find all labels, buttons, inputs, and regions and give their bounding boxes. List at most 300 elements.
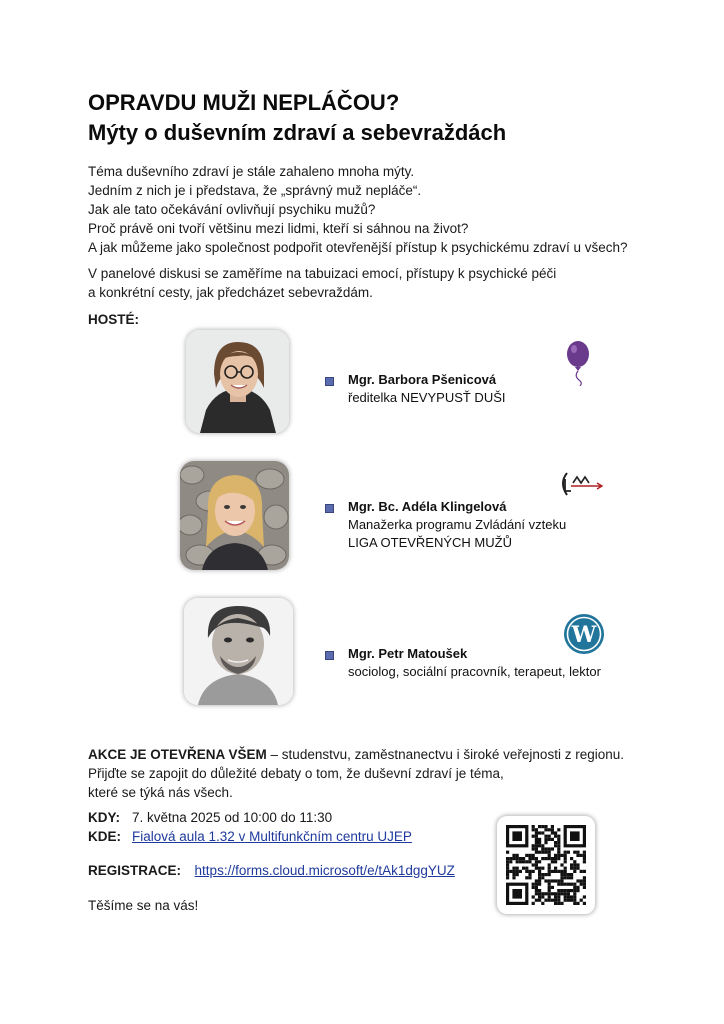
qr-module [525,854,528,857]
qr-module [551,879,554,882]
qr-module [564,889,567,892]
qr-module [532,857,535,860]
qr-module [544,825,547,828]
qr-module [522,857,525,860]
qr-module [554,895,557,898]
qr-module [532,886,535,889]
qr-module [583,879,586,882]
qr-module [525,860,528,863]
qr-module [554,892,557,895]
panel-line: a konkrétní cesty, jak předcházet sebevraždám. [88,285,373,300]
qr-module [576,886,579,889]
qr-module [551,857,554,860]
qr-module [557,847,560,850]
open-line-1 [88,745,624,764]
qr-module [509,860,512,863]
qr-module [538,844,541,847]
qr-module [525,867,528,870]
qr-module [583,870,586,873]
guest-bullet [325,651,334,660]
registration-label: REGISTRACE: [88,863,182,878]
qr-module [554,902,557,905]
qr-module [573,902,576,905]
qr-module [525,870,528,873]
qr-module [535,841,538,844]
qr-module [567,895,570,898]
qr-module [573,870,576,873]
qr-module [557,870,560,873]
qr-module [532,847,535,850]
qr-module [564,899,567,902]
open-line-3: které se týká nás všech. [88,785,233,800]
intro-paragraph [88,162,628,257]
qr-module [541,851,544,854]
qr-module [583,851,586,854]
qr-module [541,876,544,879]
qr-module [548,854,551,857]
qr-module [548,886,551,889]
intro-line: Jak ale tato očekávání ovlivňují psychiku mužů? [88,202,376,217]
qr-module [544,873,547,876]
qr-module [583,902,586,905]
guest-role: sociolog, sociální pracovník, terapeut, lektor [348,664,601,679]
qr-module [573,889,576,892]
when-row [88,808,412,827]
qr-module [544,847,547,850]
qr-module [554,860,557,863]
guest-photo-2 [180,461,289,570]
qr-module [538,851,541,854]
qr-module [570,863,573,866]
qr-module [535,844,538,847]
qr-module [564,857,567,860]
qr-module [535,879,538,882]
qr-module [557,895,560,898]
qr-module [554,841,557,844]
qr-module [551,847,554,850]
qr-module [528,870,531,873]
qr-module [535,831,538,834]
qr-module [506,863,509,866]
registration-row [88,861,455,880]
qr-module [560,870,563,873]
qr-module [538,879,541,882]
qr-module [532,854,535,857]
qr-module [535,851,538,854]
guest-organization: LIGA OTEVŘENÝCH MUŽŮ [348,535,512,550]
qr-module [535,863,538,866]
qr-module [538,838,541,841]
qr-module [583,886,586,889]
closing-text: Těšíme se na vás! [88,898,199,913]
qr-module [570,899,573,902]
qr-module [535,899,538,902]
qr-module [573,860,576,863]
lom-logo [557,471,605,502]
qr-module [538,831,541,834]
qr-module [541,857,544,860]
qr-module [541,844,544,847]
guest-photo-3 [184,598,293,705]
qr-module [551,870,554,873]
qr-module [512,857,515,860]
qr-module [557,828,560,831]
qr-module [548,883,551,886]
qr-module [551,838,554,841]
guest-role: ředitelka NEVYPUSŤ DUŠI [348,390,506,405]
qr-module [532,902,535,905]
qr-module [567,873,570,876]
qr-module [567,883,570,886]
svg-text:W: W [571,622,597,648]
guest-role: Manažerka programu Zvládání vzteku [348,517,567,532]
qr-module [532,828,535,831]
qr-module [573,883,576,886]
qr-module [560,863,563,866]
qr-module [548,867,551,870]
qr-module [576,854,579,857]
qr-module [516,854,519,857]
where-link[interactable]: Fialová aula 1.32 v Multifunkčním centru UJEP [132,829,412,844]
qr-module [528,857,531,860]
qr-module [570,895,573,898]
where-row [88,827,412,846]
qr-module [512,831,522,841]
qr-module [538,889,541,892]
intro-line: Jedním z nich je i představa, že „správný muž nepláče“. [88,183,422,198]
qr-module [512,889,522,899]
qr-module [538,873,541,876]
qr-module [580,879,583,882]
qr-module [548,857,551,860]
qr-module [554,854,557,857]
qr-module [541,902,544,905]
page-title [88,88,506,148]
qr-module [576,889,579,892]
title-line-2: Mýty o duševním zdraví a sebevraždách [88,120,507,145]
qr-module [573,851,576,854]
qr-module [570,857,573,860]
qr-module [548,847,551,850]
qr-module [548,835,551,838]
qr-module [564,876,567,879]
qr-module [548,889,551,892]
qr-module [560,889,563,892]
qr-module [516,860,519,863]
qr-module [544,851,547,854]
guest-name: Mgr. Petr Matoušek [348,646,468,661]
qr-module [573,867,576,870]
qr-module [564,860,567,863]
qr-module [557,835,560,838]
qr-module [564,867,567,870]
qr-module [506,857,509,860]
guest-bullet [325,377,334,386]
qr-module [557,854,560,857]
qr-module [551,899,554,902]
registration-link[interactable]: https://forms.cloud.microsoft/e/tAk1dggYUZ [194,863,455,878]
qr-module [535,860,538,863]
qr-module [564,851,567,854]
qr-module [535,867,538,870]
qr-module [516,857,519,860]
qr-module [573,895,576,898]
qr-module [580,883,583,886]
qr-module [557,844,560,847]
qr-module [525,876,528,879]
qr-module [570,831,580,841]
qr-module [535,892,538,895]
qr-module [538,899,541,902]
qr-module [506,867,509,870]
qr-module [576,879,579,882]
qr-module [512,854,515,857]
qr-module [551,831,554,834]
qr-module [541,895,544,898]
qr-module [564,870,567,873]
qr-module [509,857,512,860]
qr-module [516,867,519,870]
qr-module [551,825,554,828]
qr-module [538,876,541,879]
qr-module [532,835,535,838]
qr-module [554,831,557,834]
qr-module [576,851,579,854]
qr-module [567,851,570,854]
qr-module [548,828,551,831]
qr-module [583,860,586,863]
qr-module [535,883,538,886]
qr-module [560,854,563,857]
qr-module [583,895,586,898]
qr-module [538,860,541,863]
balloon-icon [565,340,593,391]
open-bold: AKCE JE OTEVŘENA VŠEM [88,747,267,762]
qr-module [544,857,547,860]
qr-module [522,867,525,870]
qr-module [544,841,547,844]
qr-module [544,899,547,902]
qr-module [538,825,541,828]
qr-module [528,854,531,857]
when-label: KDY: [88,810,120,825]
qr-module [535,857,538,860]
qr-module [516,873,519,876]
intro-line: Proč právě oni tvoří většinu mezi lidmi, kteří si sáhnou na život? [88,221,469,236]
qr-module [506,860,509,863]
qr-module [560,876,563,879]
qr-module [548,863,551,866]
qr-module [541,873,544,876]
qr-module [573,899,576,902]
qr-module [557,851,560,854]
guest-photo-1 [186,330,289,433]
qr-module [538,841,541,844]
qr-module [564,873,567,876]
qr-module [576,867,579,870]
title-line-1: OPRAVDU MUŽI NEPLÁČOU? [88,90,400,115]
qr-module [573,863,576,866]
qr-module [560,873,563,876]
qr-module [580,899,583,902]
qr-module [557,857,560,860]
qr-module [532,895,535,898]
qr-module [516,870,519,873]
qr-module [564,854,567,857]
panel-paragraph [88,264,556,302]
qr-module [580,870,583,873]
qr-module [551,892,554,895]
intro-line: Téma duševního zdraví je stále zahaleno mnoha mýty. [88,164,415,179]
qr-module [570,867,573,870]
qr-module [548,879,551,882]
qr-module [535,886,538,889]
qr-module [532,825,535,828]
qr-module [535,835,538,838]
qr-module [538,883,541,886]
qr-module [560,879,563,882]
qr-module [570,873,573,876]
qr-module [560,902,563,905]
qr-module [519,870,522,873]
qr-module [544,828,547,831]
qr-module [544,838,547,841]
panel-line: V panelové diskusi se zaměříme na tabuizaci emocí, přístupy k psychické péči [88,266,557,281]
qr-module [554,899,557,902]
qr-module [583,883,586,886]
qr-module [567,899,570,902]
guest-name: Mgr. Barbora Pšenicová [348,372,497,387]
qr-module [544,892,547,895]
qr-module [557,892,560,895]
qr-module [535,838,538,841]
qr-module [557,841,560,844]
wordpress-icon [563,613,605,660]
guest-bullet [325,504,334,513]
qr-module [564,883,567,886]
qr-module [535,889,538,892]
qr-module [576,902,579,905]
qr-module [557,879,560,882]
qr-module [583,857,586,860]
qr-module [573,886,576,889]
qr-module [538,892,541,895]
qr-module [532,844,535,847]
where-label: KDE: [88,829,121,844]
qr-module [560,892,563,895]
qr-module [557,889,560,892]
open-paragraph [88,745,624,802]
qr-module [554,879,557,882]
intro-line: A jak můžeme jako společnost podpořit otevřenější přístup k psychickému zdraví u všech? [88,240,628,255]
qr-module [512,870,515,873]
qr-module [538,870,541,873]
qr-module [541,825,544,828]
qr-module [564,895,567,898]
qr-module [554,870,557,873]
qr-module [528,860,531,863]
qr-module [532,863,535,866]
qr-module [512,873,515,876]
qr-module [570,876,573,879]
qr-module [535,828,538,831]
open-line-2: Přijďte se zapojit do důležité debaty o tom, že duševní zdraví je téma, [88,766,504,781]
qr-module [554,857,557,860]
qr-module [567,892,570,895]
when-value: 7. května 2025 od 10:00 do 11:30 [132,810,333,825]
qr-module [528,876,531,879]
qr-module [512,867,515,870]
qr-module [560,883,563,886]
qr-module [522,860,525,863]
qr-module [528,873,531,876]
qr-module [541,867,544,870]
qr-module [551,886,554,889]
qr-module [538,895,541,898]
qr-module [557,838,560,841]
qr-module [548,873,551,876]
qr-module [557,899,560,902]
qr-module [567,889,570,892]
event-details [88,808,412,846]
qr-module [557,902,560,905]
qr-module [509,870,512,873]
qr-code[interactable] [497,816,595,914]
qr-module [548,851,551,854]
qr-module [580,854,583,857]
guests-label: HOSTÉ: [88,312,140,327]
qr-module [551,860,554,863]
qr-module [551,828,554,831]
qr-module [512,876,515,879]
qr-module [544,835,547,838]
open-rest: – studenstvu, zaměstnanectvu i široké veřejnosti z regionu. [266,747,624,762]
guest-name: Mgr. Bc. Adéla Klingelová [348,499,507,514]
guest-1 [348,371,506,407]
qr-module [554,835,557,838]
qr-module [506,876,509,879]
qr-module [573,892,576,895]
qr-module [557,883,560,886]
qr-module [541,892,544,895]
qr-module [532,883,535,886]
qr-module [519,860,522,863]
qr-module [548,895,551,898]
guest-2 [348,498,566,552]
qr-module [548,899,551,902]
qr-module [570,883,573,886]
qr-module [506,851,509,854]
qr-module [564,892,567,895]
qr-module [506,870,509,873]
qr-module [541,831,544,834]
qr-module [583,854,586,857]
qr-module [576,863,579,866]
qr-module [535,847,538,850]
qr-module [554,844,557,847]
qr-module [567,876,570,879]
qr-module [519,857,522,860]
qr-module [544,879,547,882]
qr-module [554,867,557,870]
qr-module [570,889,573,892]
qr-module [541,847,544,850]
qr-module [548,838,551,841]
qr-module [532,870,535,873]
qr-module [538,867,541,870]
qr-module [583,876,586,879]
qr-module [548,870,551,873]
